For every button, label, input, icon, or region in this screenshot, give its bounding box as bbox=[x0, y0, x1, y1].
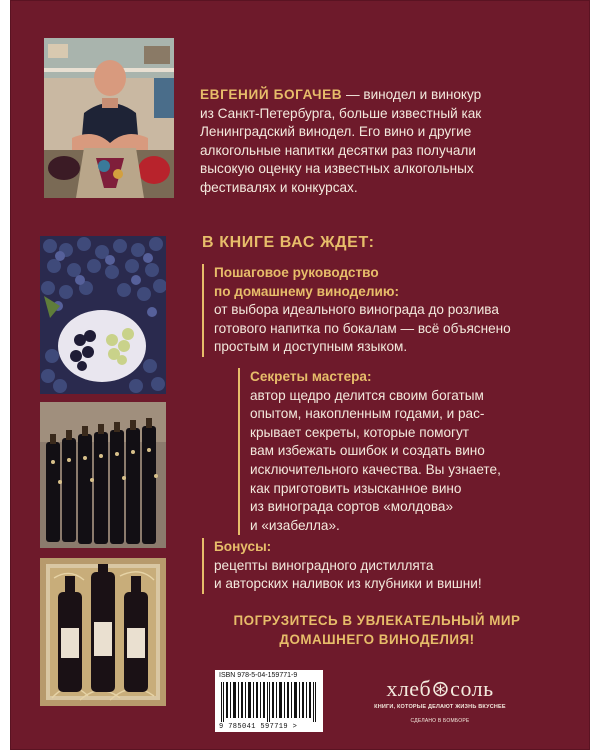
author-bio-line-5: высокую оценку на известных алкогольных bbox=[200, 161, 474, 177]
author-bio-line-2: из Санкт-Петербурга, больше известный как bbox=[200, 105, 482, 121]
feature-item-guide-heading-2: по домашнему виноделию: bbox=[214, 283, 399, 299]
gift-box-photo bbox=[40, 558, 166, 706]
feature-item-secrets-body-1: автор щедро делится своим богатым bbox=[250, 387, 484, 403]
bottles-photo bbox=[40, 402, 166, 548]
feature-item-secrets-body-2: опытом, накопленным годами, и рас- bbox=[250, 406, 485, 422]
feature-item-bonuses-body-1: рецепты виноградного дистиллята bbox=[214, 557, 434, 573]
author-bio-line-4: алкогольные напитки десятки раз получали bbox=[200, 142, 476, 158]
author-bio-line-1: ЕВГЕНИЙ БОГАЧЕВ — винодел и винокур bbox=[200, 87, 482, 102]
closing-call bbox=[202, 612, 552, 649]
bottles-photo-illustration bbox=[40, 402, 166, 548]
grapes-photo-illustration bbox=[40, 236, 166, 394]
author-bio-line-3: Ленинградский винодел. Его вино и другие bbox=[200, 124, 472, 140]
feature-item-guide-body-1: от выбора идеального винограда до розлива bbox=[214, 302, 499, 318]
feature-item-secrets-heading: Секреты мастера: bbox=[250, 369, 372, 384]
feature-item-guide-body-2: готового напитка по бокалам — всё объяснено bbox=[214, 320, 511, 336]
feature-item-guide bbox=[202, 264, 584, 357]
feature-item-bonuses bbox=[202, 538, 584, 594]
closing-line-2: ДОМАШНЕГО ВИНОДЕЛИЯ! bbox=[279, 631, 475, 647]
publisher-block bbox=[355, 676, 525, 724]
feature-item-guide-heading-1: Пошаговое руководство bbox=[214, 265, 379, 280]
isbn-number: ISBN 978-5-04-159771-9 bbox=[219, 672, 298, 679]
author-bio bbox=[200, 86, 580, 198]
closing-line-1: ПОГРУЗИТЕСЬ В УВЛЕКАТЕЛЬНЫЙ МИР bbox=[233, 613, 521, 628]
feature-item-secrets-body-6: как приготовить изысканное вино bbox=[250, 480, 462, 496]
feature-item-secrets-body-7: из винограда сортов «молдова» bbox=[250, 499, 454, 515]
publisher-made-in: СДЕЛАНО В БОМБОРЕ bbox=[410, 718, 470, 724]
feature-item-bonuses-heading: Бонусы: bbox=[214, 539, 272, 554]
barcode-digits: 9 785041 597719 > bbox=[219, 723, 298, 731]
author-photo bbox=[44, 38, 174, 198]
section-title: В КНИГЕ ВАС ЖДЕТ: bbox=[202, 234, 375, 251]
author-name: ЕВГЕНИЙ БОГАЧЕВ bbox=[200, 87, 343, 102]
feature-item-guide-body-3: простым и доступным языком. bbox=[214, 339, 408, 355]
author-photo-illustration bbox=[44, 38, 174, 198]
feature-item-bonuses-body-2: и авторских наливок из клубники и вишни! bbox=[214, 576, 482, 592]
feature-item-secrets bbox=[238, 368, 570, 535]
grapes-photo bbox=[40, 236, 166, 394]
publisher-logo: хлеб⊛соль bbox=[386, 676, 494, 701]
author-bio-line-6: фестивалях и конкурсах. bbox=[200, 179, 358, 195]
gift-box-photo-illustration bbox=[40, 558, 166, 706]
feature-item-secrets-body-8: и «изабелла». bbox=[250, 517, 340, 533]
feature-item-secrets-body-5: исключительного качества. Вы узнаете, bbox=[250, 461, 501, 477]
feature-item-secrets-body-4: вам избежать ошибок и создать вино bbox=[250, 443, 485, 459]
isbn-barcode bbox=[215, 670, 323, 732]
feature-item-secrets-body-3: крывает секреты, которые помогут bbox=[250, 424, 470, 440]
back-cover bbox=[10, 0, 590, 750]
publisher-tagline: КНИГИ, КОТОРЫЕ ДЕЛАЮТ ЖИЗНЬ ВКУСНЕЕ bbox=[374, 704, 506, 710]
